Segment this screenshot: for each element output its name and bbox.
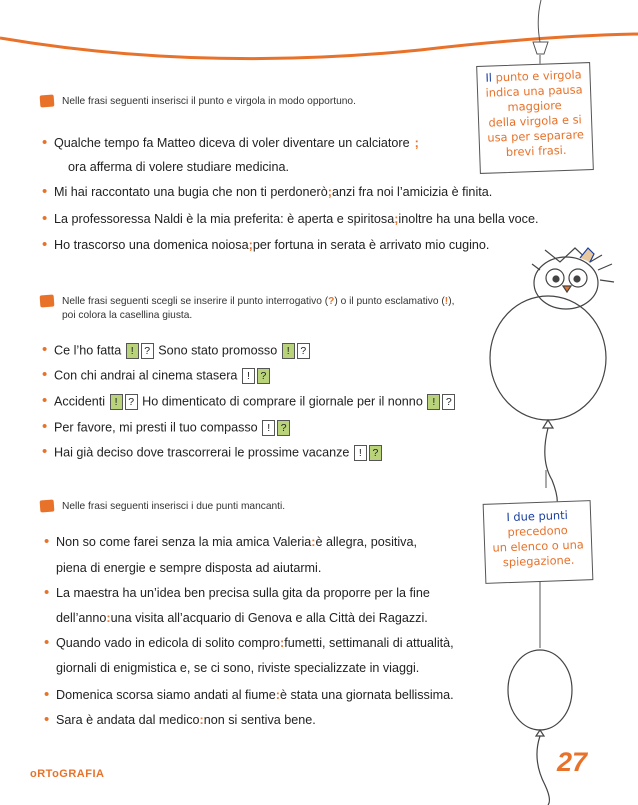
sentence-continuation: [56, 611, 428, 625]
hanging-string-1: [538, 0, 541, 42]
inserted-mark: :: [275, 688, 280, 702]
sentence-item: [42, 418, 291, 436]
sentence-text: non si sentiva bene.: [203, 713, 316, 727]
tip-note-line: indica una pausa: [485, 82, 583, 100]
sentence-text: Sara è andata dal medico: [56, 713, 200, 727]
bullet-icon: •: [44, 634, 50, 651]
exercise-instruction-2: [62, 295, 454, 323]
question-checkbox[interactable]: ?: [125, 394, 138, 410]
question-checkbox[interactable]: ?: [442, 394, 455, 410]
inserted-mark: ;: [327, 185, 332, 199]
tip-note-line: punto e virgola: [495, 67, 582, 85]
sentence-text: La professoressa Naldi è la mia preferita: è aperta e spiritosa: [54, 212, 395, 226]
bullet-icon: •: [42, 366, 48, 383]
owl-icon: [532, 248, 614, 309]
sentence-text: giornali di enigmistica e, se ci sono, riviste specializzate in viaggi.: [56, 661, 420, 675]
inserted-mark: :: [199, 713, 204, 727]
sentence-text: Ho trascorso una domenica noiosa: [54, 238, 249, 252]
question-checkbox[interactable]: ?: [257, 368, 270, 384]
instruction-text: Nelle frasi seguenti inserisci i due punti mancanti.: [62, 501, 286, 512]
question-checkbox[interactable]: ?: [369, 445, 382, 461]
sentence-item: [42, 134, 419, 151]
inserted-mark: :: [280, 636, 285, 650]
sentence-item: [42, 236, 490, 253]
exercise-marker-icon: [40, 500, 55, 513]
exclamation-checkbox[interactable]: !: [262, 420, 275, 436]
bullet-icon: •: [44, 584, 50, 601]
sentence-item: [44, 686, 454, 703]
sentence-text: piena di energie e sempre disposta ad aiutarmi.: [56, 561, 322, 575]
inserted-mark: ;: [394, 212, 399, 226]
sentence-text: Sono stato promosso: [158, 343, 278, 358]
inserted-mark: :: [106, 611, 111, 625]
instruction-text: Nelle frasi seguenti inserisci il punto e virgola in modo opportuno.: [62, 96, 356, 107]
sentence-continuation: [56, 661, 419, 675]
page-number: 27: [557, 747, 588, 777]
sentence-text: La maestra ha un’idea ben precisa sulla gita da proporre per la fine: [56, 586, 430, 600]
question-checkbox[interactable]: ?: [141, 343, 154, 359]
sentence-item: [44, 711, 316, 728]
sentence-text: Con chi andrai al cinema stasera: [54, 368, 238, 383]
tip-note-line: maggiore: [507, 98, 562, 114]
inserted-mark: :: [311, 535, 316, 549]
bunting-string: [0, 34, 638, 59]
sentence-text: Quando vado in edicola di solito compro: [56, 636, 281, 650]
sentence-text: Domenica scorsa siamo andati al fiume: [56, 688, 276, 702]
sentence-text: Ho dimenticato di comprare il giornale per il nonno: [142, 394, 423, 409]
exercise-instruction-3: [62, 500, 285, 514]
instruction-symbol: !: [444, 296, 449, 307]
exclamation-checkbox[interactable]: !: [110, 394, 123, 410]
sentence-item: [42, 392, 456, 410]
exclamation-checkbox[interactable]: !: [242, 368, 255, 384]
instruction-text: ) o il punto esclamativo (: [334, 296, 445, 307]
tip-note-line: usa per separare: [487, 127, 585, 145]
sentence-item: [42, 443, 383, 461]
instruction-symbol: ?: [328, 296, 335, 307]
sentence-text: Non so come farei senza la mia amica Valeria: [56, 535, 312, 549]
sentence-item: [44, 634, 454, 651]
exercise-marker-icon: [40, 295, 55, 308]
sentence-item: [42, 366, 271, 384]
sentence-text: Qualche tempo fa Matteo diceva di voler diventare un calciatore: [54, 136, 410, 150]
balloon-icon-small: [508, 650, 572, 805]
bullet-icon: •: [44, 686, 50, 703]
tip-note-line: della virgola e si: [488, 112, 582, 130]
sentence-continuation: [68, 160, 289, 174]
sentence-text: fumetti, settimanali di attualità,: [284, 636, 454, 650]
inserted-mark: ;: [248, 238, 253, 252]
sentence-text: Accidenti: [54, 394, 106, 409]
exercise-instruction-1: [62, 95, 356, 109]
bullet-icon: •: [42, 418, 48, 435]
sentence-item: [44, 533, 417, 550]
bullet-icon: •: [44, 711, 50, 728]
bullet-icon: •: [42, 236, 48, 253]
exclamation-checkbox[interactable]: !: [282, 343, 295, 359]
tip-note-line: spiegazione.: [502, 552, 575, 570]
bullet-icon: •: [44, 533, 50, 550]
string-clip-icon: [533, 42, 548, 54]
sentence-text: è allegra, positiva,: [315, 535, 417, 549]
bullet-icon: •: [42, 341, 48, 358]
tip-note-colon: [483, 500, 594, 584]
exclamation-checkbox[interactable]: !: [354, 445, 367, 461]
instruction-text: Nelle frasi seguenti scegli se inserire il punto interrogativo (: [62, 296, 329, 307]
sentence-text: inoltre ha una bella voce.: [398, 212, 539, 226]
sentence-text: Mi hai raccontato una bugia che non ti perdonerò: [54, 185, 328, 199]
sentence-item: [42, 341, 311, 359]
inserted-mark: ;: [414, 136, 419, 150]
sentence-text: anzi fra noi l’amicizia è finita.: [331, 185, 493, 199]
instruction-text: poi colora la casellina giusta.: [62, 310, 193, 321]
sentence-item: [44, 584, 430, 601]
tip-note-line: brevi frasi.: [505, 142, 567, 160]
instruction-text: ),: [448, 296, 455, 307]
sentence-text: Ce l’ho fatta: [54, 343, 122, 358]
sentence-text: Hai già deciso dove trascorrerai le prossime vacanze: [54, 445, 350, 460]
sentence-text: è stata una giornata bellissima.: [280, 688, 454, 702]
sentence-continuation: [56, 561, 321, 575]
sentence-item: [42, 183, 493, 200]
tip-note-accent: I: [506, 509, 511, 525]
sentence-text: Per favore, mi presti il tuo compasso: [54, 420, 258, 435]
tip-note-line: precedono: [507, 522, 569, 540]
tip-note-line: un elenco o una: [492, 537, 585, 555]
tip-note-accent: Il: [485, 70, 493, 85]
tip-note-semicolon: [476, 62, 594, 174]
sentence-text: dell’anno: [56, 611, 107, 625]
tip-note-line: due punti: [513, 507, 569, 524]
bullet-icon: •: [42, 183, 48, 200]
bullet-icon: •: [42, 443, 48, 460]
exclamation-checkbox[interactable]: !: [126, 343, 139, 359]
sentence-text: una visita all’acquario di Genova e alla Città dei Ragazzi.: [110, 611, 428, 625]
sentence-text: ora afferma di volere studiare medicina.: [68, 160, 289, 174]
footer-section-label: oRToGRAFIA: [30, 768, 105, 780]
question-checkbox[interactable]: ?: [297, 343, 310, 359]
sentence-item: [42, 210, 539, 227]
bullet-icon: •: [42, 210, 48, 227]
question-checkbox[interactable]: ?: [277, 420, 290, 436]
bullet-icon: •: [42, 392, 48, 409]
sentence-text: per fortuna in serata è arrivato mio cugino.: [252, 238, 490, 252]
bullet-icon: •: [42, 134, 48, 151]
exercise-marker-icon: [40, 95, 55, 108]
exclamation-checkbox[interactable]: !: [427, 394, 440, 410]
balloon-icon: [490, 296, 606, 510]
